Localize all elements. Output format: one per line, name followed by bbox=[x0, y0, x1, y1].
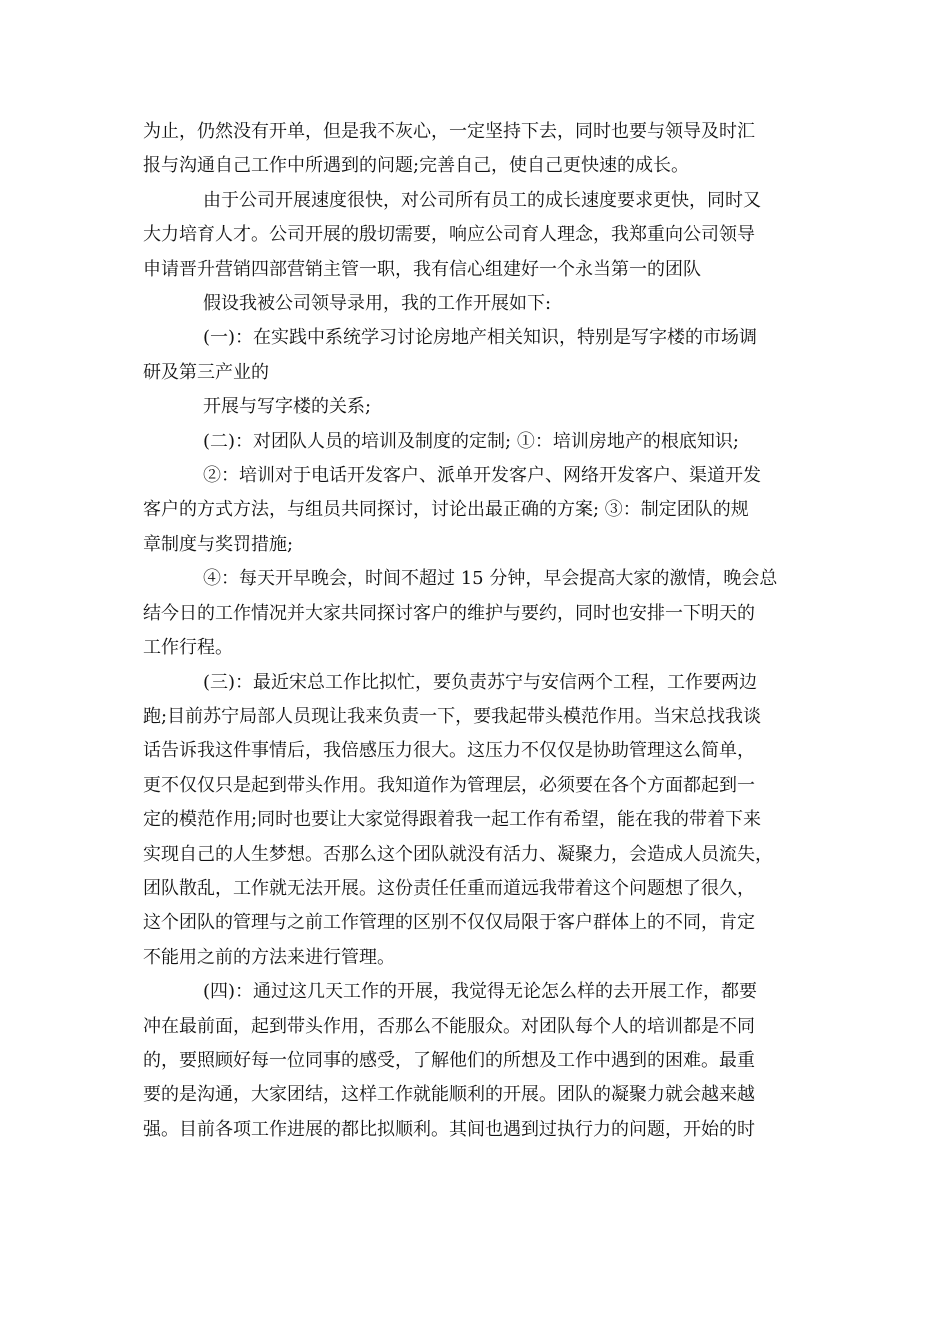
text-line: 的，要照顾好每一位同事的感受，了解他们的所想及工作中遇到的困难。最重 bbox=[143, 1049, 755, 1071]
text-line: 定的模范作用;同时也要让大家觉得跟着我一起工作有希望，能在我的带着下来 bbox=[143, 809, 762, 831]
text-line: 强。目前各项工作进展的都比拟顺利。其间也遇到过执行力的问题，开始的时 bbox=[143, 1118, 755, 1140]
text-line: 为止，仍然没有开单，但是我不灰心，一定坚持下去，同时也要与领导及时汇 bbox=[143, 121, 755, 142]
text-line: 实现自己的人生梦想。否那么这个团队就没有活力、凝聚力，会造成人员流失， bbox=[143, 843, 773, 865]
text-line: (二)：对团队人员的培训及制度的定制; ①：培训房地产的根底知识; bbox=[203, 430, 739, 452]
text-line: ②：培训对于电话开发客户、派单开发客户、网络开发客户、渠道开发 bbox=[203, 465, 761, 487]
text-line: 这个团队的管理与之前工作管理的区别不仅仅局限于客户群体上的不同，肯定 bbox=[143, 912, 755, 934]
text-line: 大力培育人才。公司开展的殷切需要，响应公司育人理念，我郑重向公司领导 bbox=[143, 224, 755, 246]
text-line: ④：每天开早晚会，时间不超过 15 分钟，早会提高大家的激情，晚会总 bbox=[203, 568, 778, 590]
text-line: 由于公司开展速度很快，对公司所有员工的成长速度要求更快，同时又 bbox=[203, 189, 761, 211]
text-line: 研及第三产业的 bbox=[143, 361, 269, 383]
text-line: 结今日的工作情况并大家共同探讨客户的维护与要约，同时也安排一下明天的 bbox=[143, 602, 755, 624]
text-line: 冲在最前面，起到带头作用，否那么不能服众。对团队每个人的培训都是不同 bbox=[143, 1015, 755, 1037]
text-line: 要的是沟通，大家团结，这样工作就能顺利的开展。团队的凝聚力就会越来越 bbox=[143, 1084, 755, 1106]
text-line: (四)：通过这几天工作的开展，我觉得无论怎么样的去开展工作，都要 bbox=[203, 981, 758, 1003]
text-line: 不能用之前的方法来进行管理。 bbox=[143, 946, 395, 968]
text-line: (三)：最近宋总工作比拟忙，要负责苏宁与安信两个工程，工作要两边 bbox=[203, 671, 758, 693]
text-line: 客户的方式方法，与组员共同探讨，讨论出最正确的方案; ③：制定团队的规 bbox=[143, 499, 749, 521]
document-body bbox=[143, 115, 805, 1147]
text-line: 更不仅仅只是起到带头作用。我知道作为管理层，必须要在各个方面都起到一 bbox=[143, 774, 755, 796]
text-line: 团队散乱，工作就无法开展。这份责任任重而道远我带着这个问题想了很久， bbox=[143, 877, 755, 899]
text-line: (一)：在实践中系统学习讨论房地产相关知识，特别是写字楼的市场调 bbox=[203, 327, 758, 349]
text-line: 跑;目前苏宁局部人员现让我来负责一下，要我起带头模范作用。当宋总找我谈 bbox=[143, 705, 762, 727]
text-line: 章制度与奖罚措施; bbox=[143, 533, 294, 555]
text-line: 报与沟通自己工作中所遇到的问题;完善自己，使自己更快速的成长。 bbox=[143, 155, 690, 177]
text-line: 开展与写字楼的关系; bbox=[203, 396, 372, 418]
text-line: 话告诉我这件事情后，我倍感压力很大。这压力不仅仅是协助管理这么简单， bbox=[143, 740, 755, 762]
text-line: 申请晋升营销四部营销主管一职，我有信心组建好一个永当第一的团队 bbox=[143, 258, 701, 280]
text-line: 假设我被公司领导录用，我的工作开展如下: bbox=[203, 293, 552, 315]
text-line: 工作行程。 bbox=[143, 637, 233, 659]
